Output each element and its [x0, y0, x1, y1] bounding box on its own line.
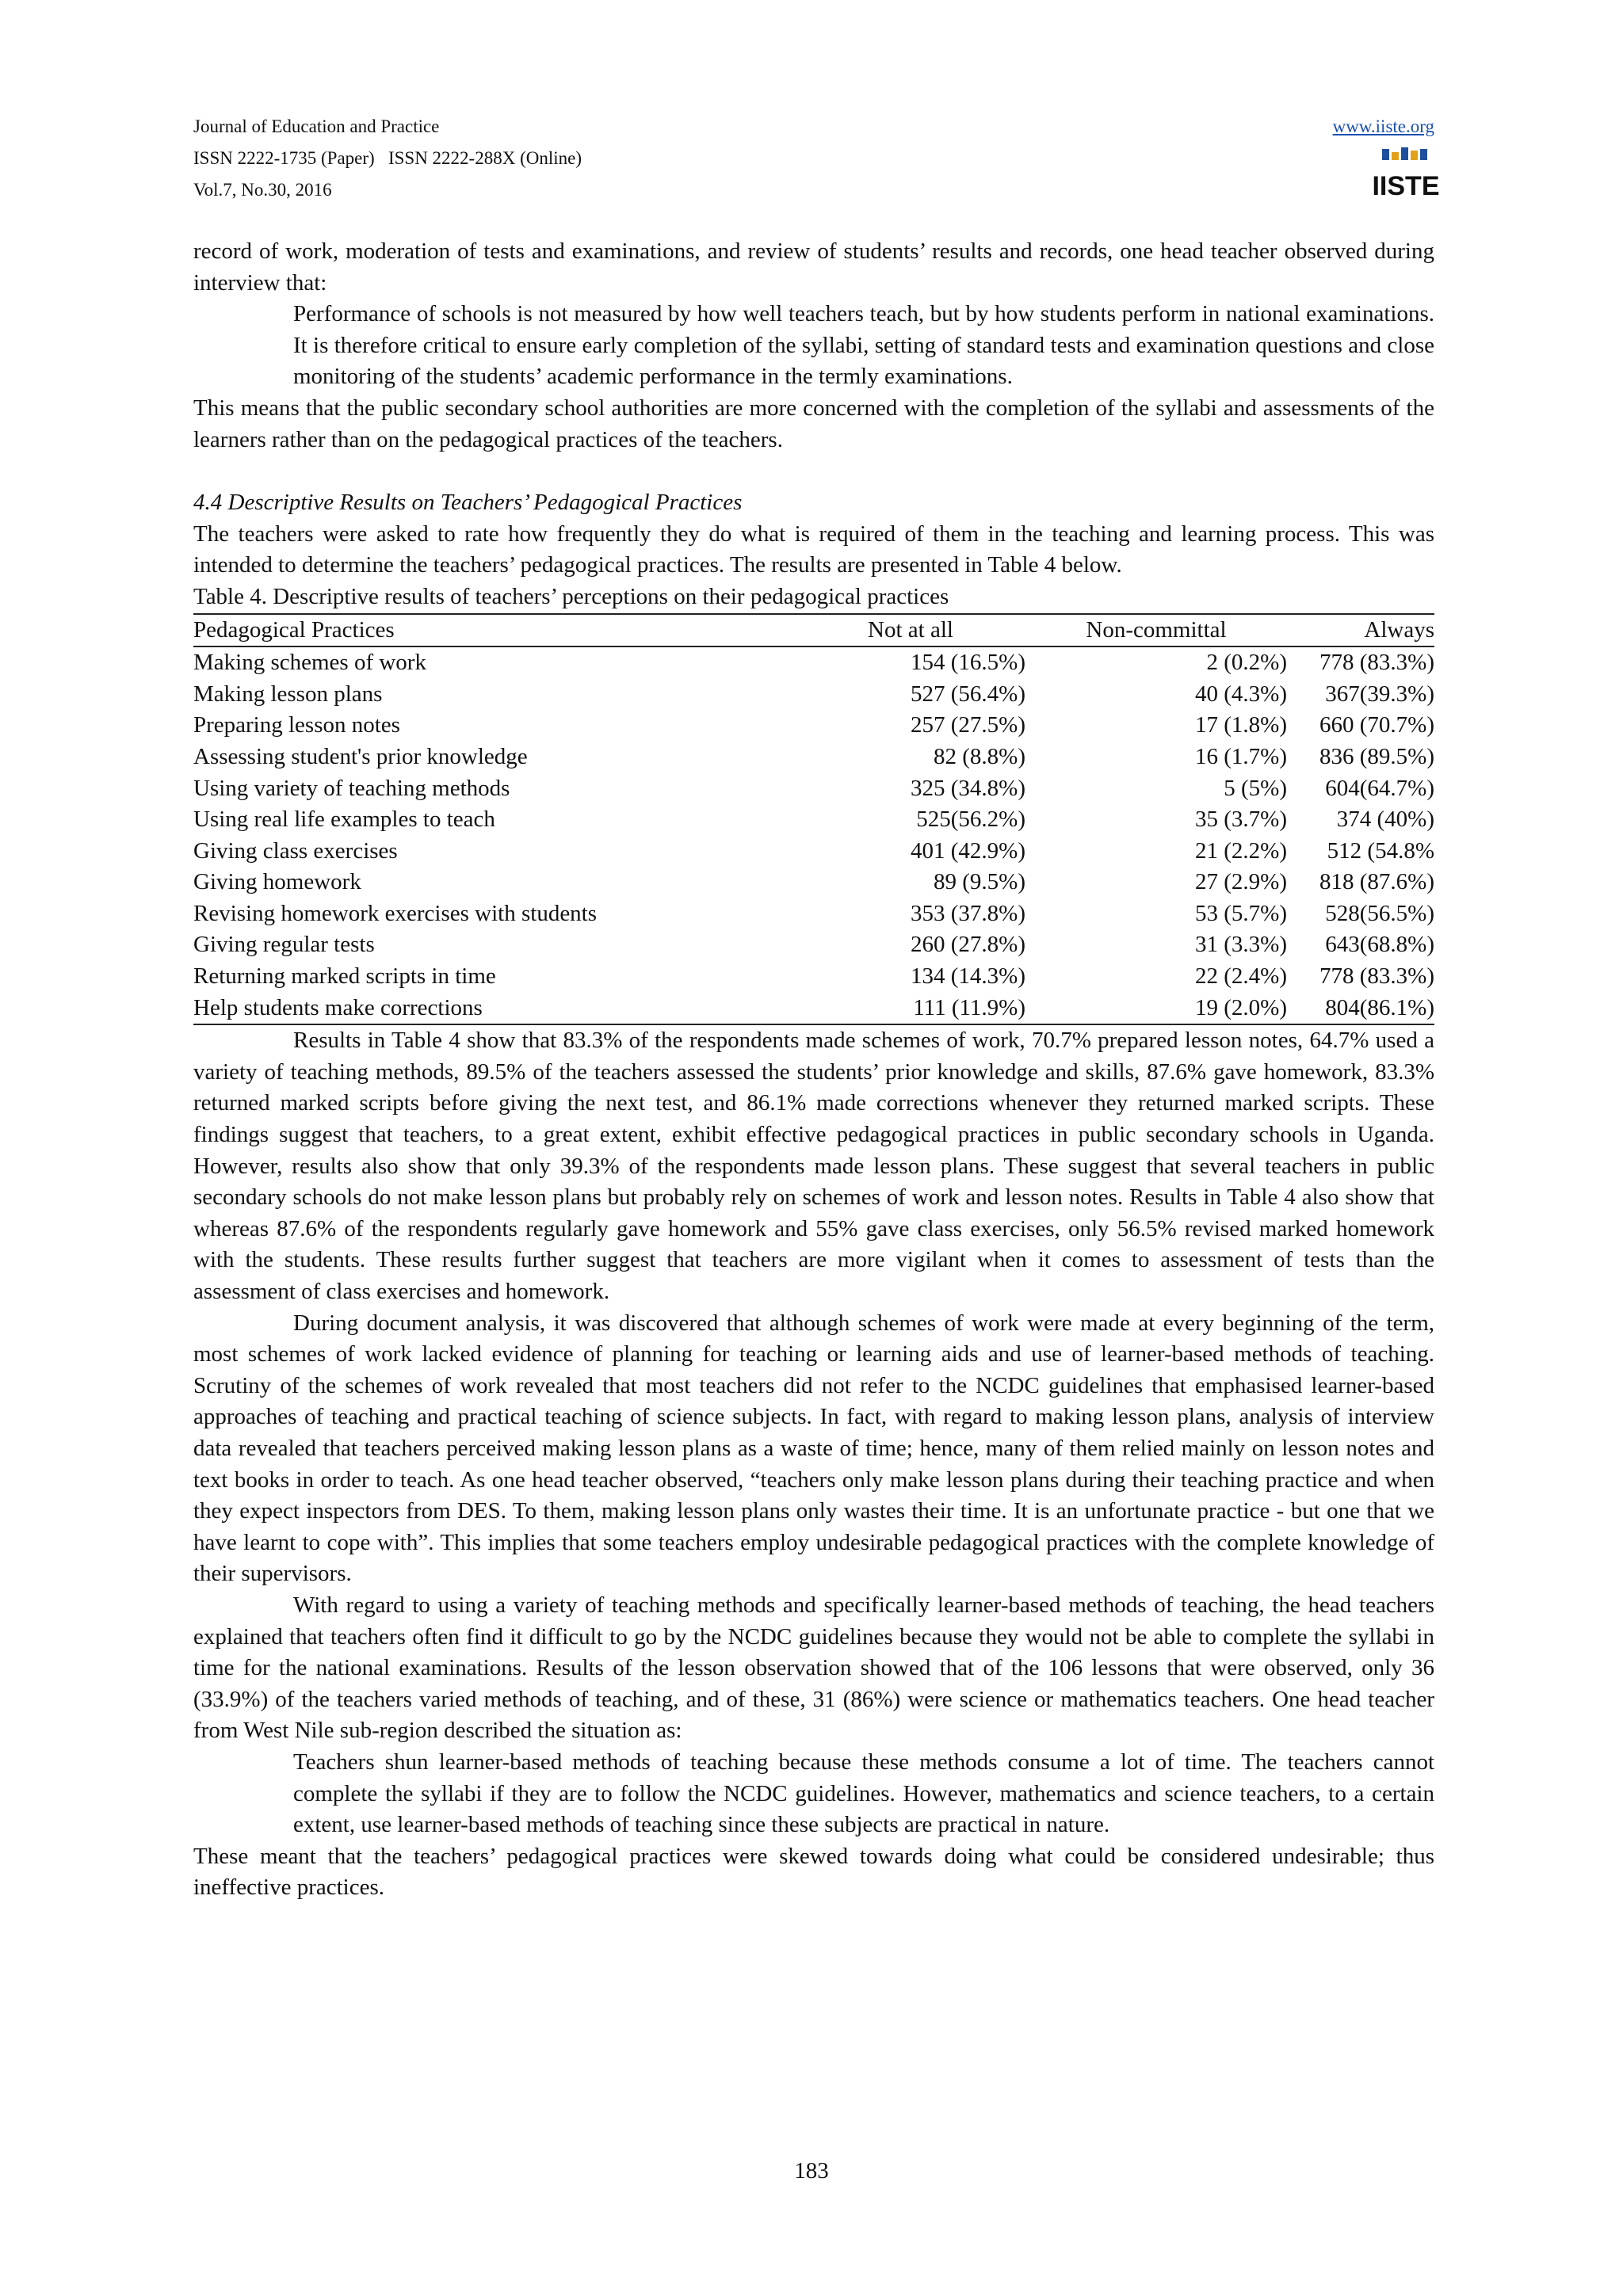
header-cell: Non-committal: [1025, 614, 1287, 647]
paragraph: Results in Table 4 show that 83.3% of the respondents made schemes of work, 70.7% prepared lesson notes, 64.7% used a variety of teaching methods, 89.5% of the teachers assessed the students’ prior knowledge and skills, 87.6% gave homework, 83.3% returned marked scripts before giving the next test, and 86.1% made corrections whenever they returned marked scripts. These findings suggest that teachers, to a great extent, exhibit effective pedagogical practices in public secondary schools in Uganda. However, results also show that only 39.3% of the respondents made lesson plans. These suggest that several teachers in public secondary schools do not make lesson plans but probably rely on schemes of work and lesson notes. Results in Table 4 also show that whereas 87.6% of the respondents regularly gave homework and 55% gave class exercises, only 56.5% revised marked homework with the students. These results further suggest that teachers are more vigilant when it comes to assessment of tests than the assessment of class exercises and homework.: [193, 1028, 1434, 1304]
journal-name: Journal of Education and Practice: [193, 116, 440, 136]
table-cell: 525(56.2%): [916, 807, 1025, 833]
table-cell: 21 (2.2%): [1195, 837, 1287, 864]
table-cell: 82 (8.8%): [934, 743, 1025, 769]
table-cell: 836 (89.5%): [1319, 743, 1434, 769]
table-cell: 257 (27.5%): [911, 712, 1025, 738]
table-cell: 5 (5%): [1224, 775, 1287, 801]
paragraph: The teachers were asked to rate how frequently they do what is required of them in the teaching and learning process. This was intended to determine the teachers’ pedagogical practices. The results are presented in Table 4 below.: [193, 521, 1434, 578]
paragraph: During document analysis, it was discovered that although schemes of work were made at every beginning of the term, most schemes of work lacked evidence of planning for teaching or learning aids and use of learner-based methods of teaching. Scrutiny of the schemes of work revealed that most teachers did not refer to the NCDC guidelines that emphasised learner-based approaches of teaching and practical teaching of science subjects. In fact, with regard to making lesson plans, analysis of interview data revealed that teachers perceived making lesson plans as a waste of time; hence, many of them relied mainly on lesson notes and text books in order to teach. As one head teacher observed, “teachers only make lesson plans during their teaching practice and when they expect inspectors from DES. To them, making lesson plans only wastes their time. It is an unfortunate practice - but one that we have learnt to cope with”. This implies that some teachers employ undesirable pedagogical practices with the complete knowledge of their supervisors.: [193, 1310, 1434, 1587]
results-table: [193, 613, 1434, 1026]
header-cell: Pedagogical Practices: [193, 614, 796, 647]
table-cell: 53 (5.7%): [1195, 900, 1287, 926]
header-cell: Not at all: [796, 614, 1025, 647]
table-cell: 27 (2.9%): [1195, 869, 1287, 895]
table-row: [193, 836, 1434, 868]
table-cell: 512 (54.8%: [1327, 837, 1434, 864]
table-cell: 111 (11.9%): [796, 993, 1025, 1025]
svg-text:IISTE: IISTE: [1372, 171, 1440, 201]
header-cell: Always: [1287, 614, 1434, 647]
table-cell: Returning marked scripts in time: [193, 963, 496, 990]
table-cell: 604(64.7%): [1325, 775, 1434, 801]
table-row: [193, 646, 1434, 679]
table-cell: 19 (2.0%): [1025, 993, 1287, 1025]
section-heading: 4.4 Descriptive Results on Teachers’ Pedagogical Practices: [193, 490, 743, 516]
table-cell: 325 (34.8%): [911, 775, 1025, 801]
table-row: [193, 867, 1434, 898]
table-cell: 17 (1.8%): [1195, 712, 1287, 738]
table-cell: 35 (3.7%): [1195, 807, 1287, 833]
table-cell: 660 (70.7%): [1319, 712, 1434, 738]
table-cell: Making lesson plans: [193, 681, 383, 707]
website-link[interactable]: www.iiste.org: [1332, 116, 1434, 136]
table-row: [193, 742, 1434, 773]
table-cell: 353 (37.8%): [911, 900, 1025, 926]
table-row: [193, 710, 1434, 742]
table-cell: Revising homework exercises with students: [193, 900, 598, 926]
table-cell: 134 (14.3%): [911, 963, 1025, 990]
table-row: [193, 961, 1434, 993]
table-row: [193, 679, 1434, 711]
table-cell: 374 (40%): [1336, 807, 1434, 833]
table-cell: 778 (83.3%): [1319, 963, 1434, 990]
table-cell: 367(39.3%): [1325, 681, 1434, 707]
issn-line: ISSN 2222-1735 (Paper) ISSN 2222-288X (Online): [193, 148, 582, 168]
table-cell: 31 (3.3%): [1195, 932, 1287, 958]
table-row: [193, 929, 1434, 961]
page-body: [193, 236, 1434, 1904]
table-cell: 528(56.5%): [1325, 900, 1434, 926]
page-number: 183: [794, 2158, 829, 2183]
page-header: [193, 111, 1440, 206]
table-cell: Preparing lesson notes: [193, 712, 400, 738]
table-cell: 804(86.1%): [1287, 993, 1434, 1025]
table-cell: 40 (4.3%): [1195, 681, 1287, 707]
table-cell: Giving regular tests: [193, 932, 375, 958]
table-cell: 154 (16.5%): [911, 650, 1025, 676]
table-cell: 818 (87.6%): [1319, 869, 1434, 895]
table-row: [193, 993, 1434, 1025]
paragraph: This means that the public secondary school authorities are more concerned with the completion of the syllabi and assessments of the learners rather than on the pedagogical practices of the teachers.: [193, 395, 1434, 452]
paragraph: With regard to using a variety of teaching methods and specifically learner-based methods of teaching, the head teachers explained that teachers often find it difficult to go by the NCDC guidelines because they would not be able to complete the syllabi in time for the national examinations. Results of the lesson observation showed that of the 106 lessons that were observed, only 36 (33.9%) of the teachers varied methods of teaching, and of these, 31 (86%) were science or mathematics teachers. One head teacher from West Nile sub-region described the situation as:: [193, 1592, 1434, 1744]
block-quote: Performance of schools is not measured by how well teachers teach, but by how students perform in national examinations. It is therefore critical to ensure early completion of the syllabi, setting of standard tests and examination questions and close monitoring of the students’ academic performance in the termly examinations.: [293, 301, 1434, 390]
table-cell: 260 (27.8%): [911, 932, 1025, 958]
table-cell: 16 (1.7%): [1195, 743, 1287, 769]
table-cell: Making schemes of work: [193, 650, 426, 676]
table-caption: Table 4. Descriptive results of teachers’ perceptions on their pedagogical practices: [193, 583, 949, 609]
table-cell: Giving class exercises: [193, 837, 398, 864]
table-cell: Using real life examples to teach: [193, 807, 495, 833]
table-row: [193, 898, 1434, 930]
table-cell: 401 (42.9%): [911, 837, 1025, 864]
table-cell: 22 (2.4%): [1195, 963, 1287, 990]
table-cell: 89 (9.5%): [934, 869, 1025, 895]
table-cell: Giving homework: [193, 869, 361, 895]
table-cell: Help students make corrections: [193, 993, 796, 1025]
table-cell: Using variety of teaching methods: [193, 775, 510, 801]
table-cell: 643(68.8%): [1325, 932, 1434, 958]
volume-line: Vol.7, No.30, 2016: [193, 180, 332, 200]
table-cell: 2 (0.2%): [1206, 650, 1287, 676]
block-quote: Teachers shun learner-based methods of teaching because these methods consume a lot of time. The teachers cannot complete the syllabi if they are to follow the NCDC guidelines. However, mathematics and science teachers, to a certain extent, use learner-based methods of teaching since these subjects are practical in nature.: [293, 1749, 1434, 1838]
table-cell: 527 (56.4%): [911, 681, 1025, 707]
paragraph: These meant that the teachers’ pedagogical practices were skewed towards doing what could be considered undesirable; thus ineffective practices.: [193, 1843, 1434, 1901]
table-row: [193, 804, 1434, 836]
table-cell: Assessing student's prior knowledge: [193, 743, 528, 769]
table-header-row: [193, 614, 1434, 647]
table-cell: 778 (83.3%): [1319, 650, 1434, 676]
table-row: [193, 773, 1434, 805]
paragraph: record of work, moderation of tests and examinations, and review of students’ results and records, one head teacher observed during interview that:: [193, 238, 1434, 296]
iiste-logo: [1372, 147, 1440, 201]
